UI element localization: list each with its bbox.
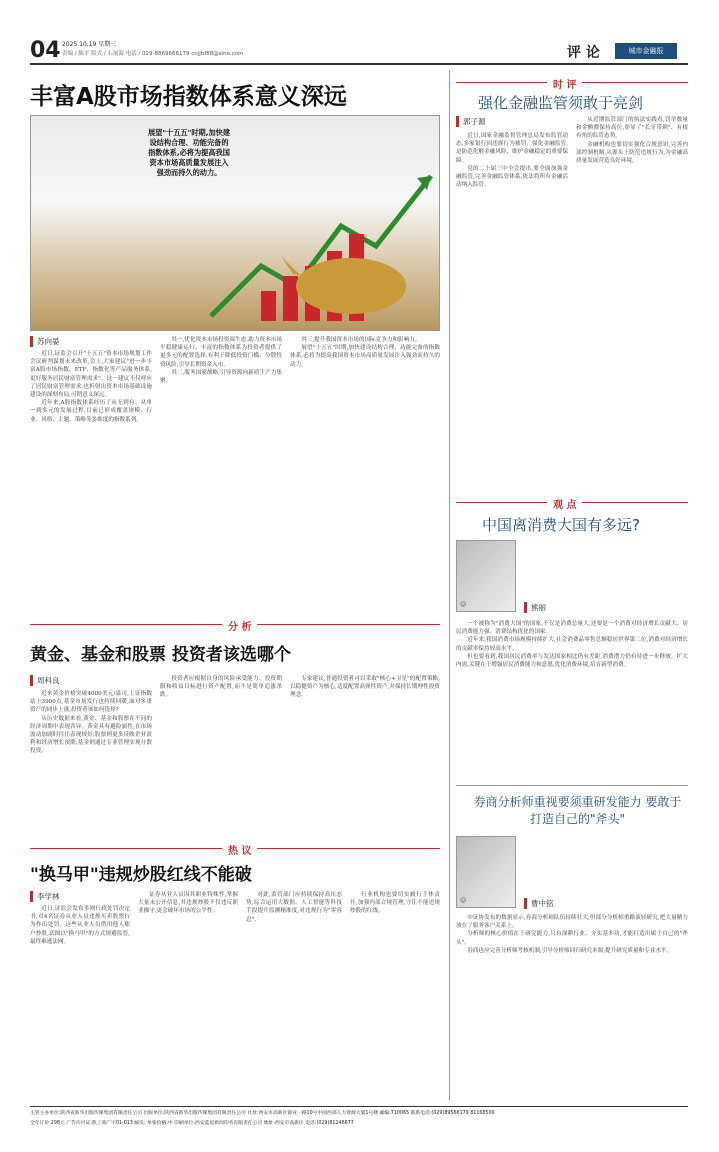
footer-rule bbox=[30, 1106, 688, 1107]
hot-paragraph: 近日,证监会发布多则行政处罚决定书,对4名证券从业人员违规买卖股票行为作出处罚。这些从业人员借用他人账户炒股,试图以"换马甲"的方式规避监管,最终难逃法网。 bbox=[30, 906, 130, 945]
lead-col-3 bbox=[290, 336, 440, 615]
guandian-col bbox=[456, 620, 688, 775]
lead-byline: 苏向晏 bbox=[30, 336, 60, 347]
quanshang-paragraph: 券商也应完善分析师考核机制,引导分析师回归研究本源,提升研究质量和专业水平。 bbox=[467, 947, 673, 954]
quanshang-photo bbox=[456, 836, 516, 908]
column-divider bbox=[449, 70, 450, 1100]
quanshang-headline: 券商分析师重视要须重研发能力 要敢于打造自己的"斧头" bbox=[473, 795, 682, 826]
hot-col-1 bbox=[30, 905, 130, 1100]
analysis-tag: 分 析 bbox=[222, 618, 257, 633]
guandian-paragraph: 但也要看到,我国居民消费率与发达国家相比仍有差距,消费潜力仍有待进一步释放。扩大内需,关键在于增强居民消费能力和意愿,优化消费环境,培育新型消费。 bbox=[456, 653, 688, 669]
date-line: 2025.10.19 星期三 bbox=[62, 41, 117, 48]
hot-col-3 bbox=[246, 891, 342, 1100]
lead-paragraph: 其二,服务国家战略,引导资源向新质生产力集聚。 bbox=[160, 369, 282, 385]
shiping-paragraph: 金融机构也要切实强化合规意识,完善内部控制机制,从源头上防范违规行为,为金融高质量发展营造良好环境。 bbox=[576, 141, 688, 165]
lead-headline: 丰富A股市场指数体系意义深远 bbox=[30, 84, 347, 110]
shiping-col-2 bbox=[576, 116, 688, 487]
lead-col-1 bbox=[30, 350, 152, 615]
guandian-paragraph: 一个被称为"消费大国"的国家,不仅是消费总量大,还要是一个消费对经济增长贡献大、居民消费能力强、消费结构优化的国家。 bbox=[456, 621, 688, 636]
analysis-col-2 bbox=[160, 675, 282, 830]
hot-paragraph: 证券从业人员因其职业特殊性,掌握大量未公开信息,其违规炒股不仅违反职业操守,更会破坏市场的公平性。 bbox=[138, 892, 238, 915]
shiping-tag: 时 评 bbox=[547, 76, 582, 91]
hot-tag: 热 议 bbox=[222, 842, 257, 857]
author-photo-icon: ☺ bbox=[460, 601, 467, 608]
guandian-paragraph: 近年来,我国消费市场规模持续扩大,社会消费品零售总额稳居世界第二位,消费对经济增长的贡献率保持较高水平。 bbox=[456, 637, 688, 652]
lead-paragraph: 近年来,A股指数体系经历了从无到有、从单一到多元的发展过程,目前已形成覆盖规模、行业、风格、主题、策略等多维度的指数系列。 bbox=[30, 400, 152, 423]
hot-paragraph: 行业机构也要切实履行主体责任,加强内部合规管理,守住不能违规炒股的红线。 bbox=[350, 892, 440, 915]
analysis-col-1 bbox=[30, 690, 152, 830]
shiping-col-1 bbox=[456, 132, 568, 487]
analysis-paragraph: 投资者应根据自身的风险承受能力、投资期限和收益目标进行资产配置,而不是简单追涨杀跌。 bbox=[160, 676, 282, 699]
author-photo-icon: ☺ bbox=[460, 897, 467, 904]
header-rule bbox=[30, 63, 688, 65]
page-number: 04 bbox=[30, 38, 61, 63]
analysis-headline: 黄金、基金和股票 投资者该选哪个 bbox=[30, 645, 291, 665]
hot-headline: "换马甲"违规炒股红线不能破 bbox=[30, 865, 252, 885]
footer-line-2: 全年订价:298元 广告许可证:陕工商广字01-013 邮发: 单张价格:中 印刷单位:西安蓝星新闻印务有限责任公司 地址:西安市高新区 电话:(029)81246677 bbox=[30, 1121, 354, 1126]
shiping-paragraph: 从近期监管部门的执法实践看,罚单数量和金额都保持高位,彰显了"长牙带刺"、有棱有角的监管态势。 bbox=[576, 117, 688, 140]
analysis-col-3 bbox=[290, 675, 440, 830]
shiping-headline: 强化金融监管须敢于亮剑 bbox=[478, 94, 644, 112]
quanshang-paragraph: 分析师的核心价值在于研究能力,只有深耕行业、夯实基本功,才能打造出属于自己的"斧头"。 bbox=[456, 931, 688, 946]
guandian-byline: 熊丽 bbox=[524, 602, 546, 613]
guandian-tag: 观 点 bbox=[547, 496, 582, 511]
hot-col-4 bbox=[350, 891, 440, 1100]
shiping-paragraph: 党的二十届三中全会提出,要全面加强金融监管,完善金融监管体系,依法将所有金融活动纳入监管。 bbox=[456, 165, 568, 189]
lead-paragraph: 展望"十五五"时期,加快建设结构合理、功能完备的指数体系,必将为提高我国资本市场高质量发展注入强劲而持久的动力。 bbox=[290, 345, 440, 368]
quanshang-byline: 曹中铭 bbox=[524, 898, 554, 909]
shiping-byline: 郭子源 bbox=[456, 116, 486, 127]
footer-line-1: 主管主办单位:陕西省新华出版传媒集团有限责任公司 出版单位:陕西省新华出版传媒集团有限责任公司 社址:西安市高新区锦业一路10号中国西部人力资源大厦1号楼 邮编:710065 联系电话:(029)89566179 81168500 bbox=[30, 1111, 495, 1116]
lead-col-2 bbox=[160, 336, 282, 615]
analysis-byline: 周科良 bbox=[30, 675, 60, 686]
bull-statue-icon bbox=[31, 116, 441, 332]
guandian-headline: 中国离消费大国有多远? bbox=[482, 516, 640, 534]
shiping-paragraph: 近日,国家金融监督管理总局发布监管动态,多家银行因违规行为被罚。强化金融监管,是防范化解金融风险、维护金融稳定的重要保障。 bbox=[456, 133, 568, 164]
quanshang-paragraph: 中证协发布的数据显示,券商分析师队伍持续壮大,但部分分析师重路演轻研究,把大量精力放在了服务客户关系上。 bbox=[456, 915, 688, 930]
quanshang-rule bbox=[456, 785, 688, 786]
section-name: 评 论 bbox=[567, 45, 600, 61]
analysis-paragraph: 从历史数据来看,黄金、基金和股票在不同的经济周期中表现各异。黄金具有避险属性,在市场波动加剧时往往表现较好;股票则更多反映企业盈利和经济增长预期;基金则通过专业管理实现分散投资。 bbox=[30, 715, 152, 755]
hot-paragraph: 对此,监管部门应持续保持高压态势,综合运用大数据、人工智能等科技手段提升监测精准度,对违规行为"零容忍"。 bbox=[246, 892, 342, 923]
editor-line: 责编 / 陈平 版式 / 石展海 电话 / 029-8869666179 cnjjbf88@sina.com bbox=[62, 51, 244, 57]
lead-photo bbox=[30, 115, 440, 331]
paper-name: 城市金融报 bbox=[615, 43, 677, 59]
guandian-photo bbox=[456, 540, 516, 612]
lead-paragraph: 其三,提升我国资本市场的国际竞争力和影响力。 bbox=[301, 337, 421, 343]
hot-byline: 李学林 bbox=[30, 891, 60, 902]
hot-col-2 bbox=[138, 891, 238, 1100]
quanshang-col bbox=[456, 914, 688, 1100]
lead-paragraph: 其一,优化资本市场投资端生态,助力资本市场平稳健康运行。丰富的指数体系为投资者提供了更多元的配置选择,有利于降低投资门槛、分散投资风险,引导长期资金入市。 bbox=[160, 337, 282, 368]
lead-callout: 展望"十五五"时期,加快建设结构合理、功能完备的指数体系,必将为提高我国资本市场高质量发展注入强劲而持久的动力。 bbox=[147, 128, 231, 177]
lead-paragraph: 近日,证监会召开"十五五"资本市场规划工作会议研判谋划未来改革,会上,大家建议"进一步丰富A股市场指数、ETF、指数化等产品服务体系,更好服务居民财富管理需求"。这一建议不仅呼应了居民财富管理需求,也折射出资本市场基础设施建设的深刻布局,可谓意义深远。 bbox=[30, 351, 152, 399]
analysis-paragraph: 近来黄金价格突破4000美元/盎司,上证指数站上3900点,基金市场发行也持续回暖,面对多重资产的同步上涨,投资者该如何选择? bbox=[30, 691, 152, 714]
analysis-paragraph: 专家建议,普通投资者可以采取"核心+卫星"的配置策略,以稳健资产为核心,适度配置高弹性资产,并保持长期理性投资理念。 bbox=[290, 676, 440, 699]
